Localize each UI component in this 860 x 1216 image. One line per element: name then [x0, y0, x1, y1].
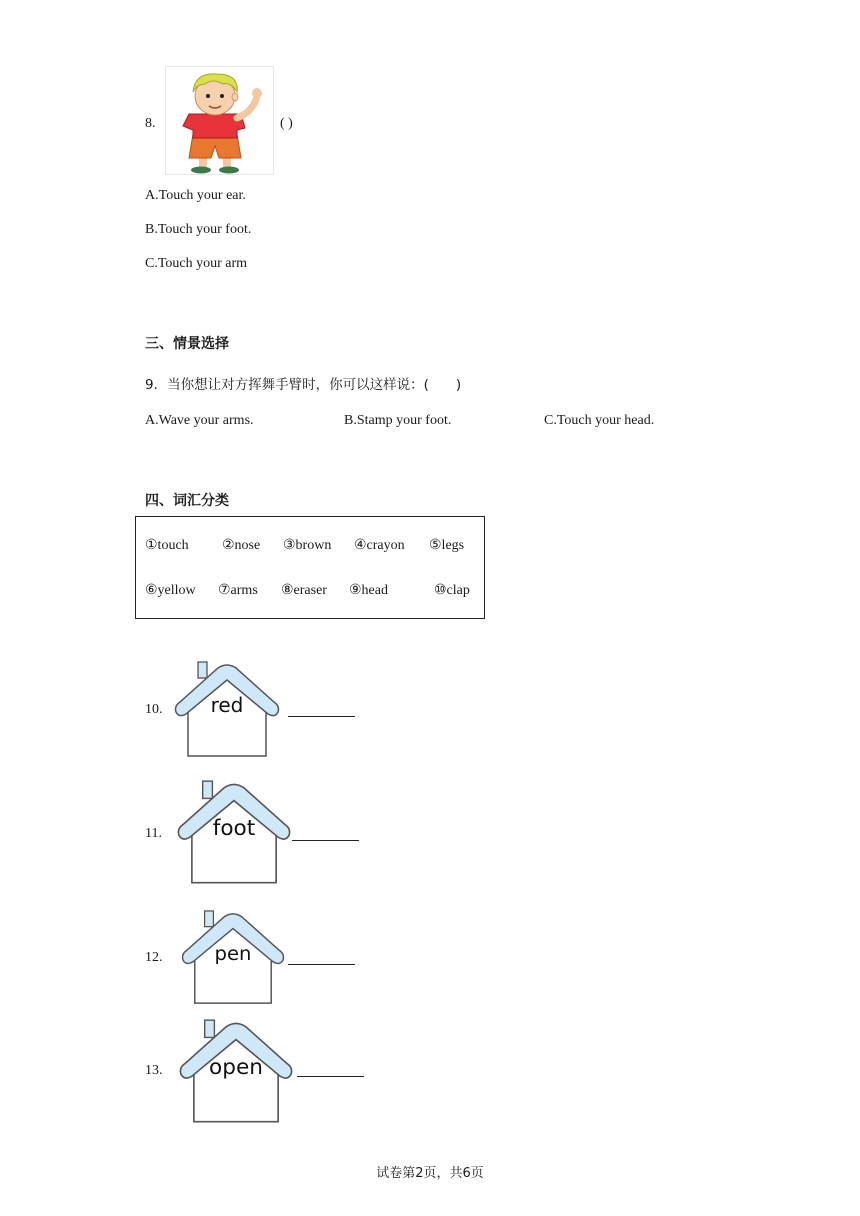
option-letter: B. [145, 222, 158, 237]
q8-option-c [145, 255, 247, 273]
q12-answer-blank[interactable] [288, 964, 355, 965]
q11-number: 11. [145, 826, 162, 841]
option-text: Touch your foot. [157, 222, 252, 237]
option-letter: C. [544, 413, 557, 428]
option-text: Wave your arms. [158, 413, 254, 428]
house-word: open [209, 1055, 263, 1081]
word-bank-item: ⑨head [349, 583, 388, 598]
boy-touching-ear-illustration [165, 66, 275, 176]
q12-number: 12. [145, 950, 163, 965]
house-icon [174, 779, 294, 887]
option-letter: A. [145, 413, 159, 428]
q8-option-a [145, 187, 246, 205]
q13-number: 13. [145, 1063, 163, 1078]
option-letter: B. [344, 413, 357, 428]
q9-stem: 9．当你想让对方挥舞手臂时，你可以这样说：( ) [145, 377, 462, 393]
q9-option-c [544, 412, 654, 430]
word-bank-item: ⑤legs [429, 538, 465, 553]
word-bank-item: ④crayon [354, 538, 405, 553]
section-4-heading: 四、词汇分类 [145, 493, 229, 509]
q10-answer-blank[interactable] [288, 716, 355, 717]
house-word: foot [212, 816, 256, 842]
q8-answer-bracket: ( ) [280, 116, 293, 131]
word-bank-box [135, 516, 485, 619]
page-footer: 试卷第2页，共6页 [376, 1166, 484, 1181]
word-bank-item: ①touch [145, 538, 189, 553]
q9-option-a [145, 412, 254, 430]
house-icon [178, 909, 288, 1007]
q11-answer-blank[interactable] [292, 840, 359, 841]
q9-option-b [344, 412, 451, 430]
section-3-heading: 三、情景选择 [145, 336, 229, 352]
word-bank-item: ⑥yellow [145, 583, 196, 598]
house-icon [175, 1018, 297, 1126]
house-word: red [210, 693, 244, 717]
option-text: Stamp your foot. [356, 413, 452, 428]
option-letter: C. [145, 256, 158, 271]
q8-option-b [145, 221, 251, 239]
word-bank-item: ⑩clap [434, 583, 470, 598]
q8-number: 8. [145, 116, 156, 131]
word-bank-item: ⑦arms [218, 583, 258, 598]
q13-answer-blank[interactable] [297, 1076, 364, 1077]
word-bank-item: ②nose [222, 538, 261, 553]
word-bank-item: ⑧eraser [281, 583, 327, 598]
word-bank-item: ③brown [283, 538, 332, 553]
q10-number: 10. [145, 702, 163, 717]
option-text: Touch your arm [157, 256, 248, 271]
option-text: Touch your ear. [158, 188, 246, 203]
house-word: pen [214, 941, 252, 965]
option-letter: A. [145, 188, 159, 203]
option-text: Touch your head. [556, 413, 655, 428]
house-icon [172, 660, 282, 760]
